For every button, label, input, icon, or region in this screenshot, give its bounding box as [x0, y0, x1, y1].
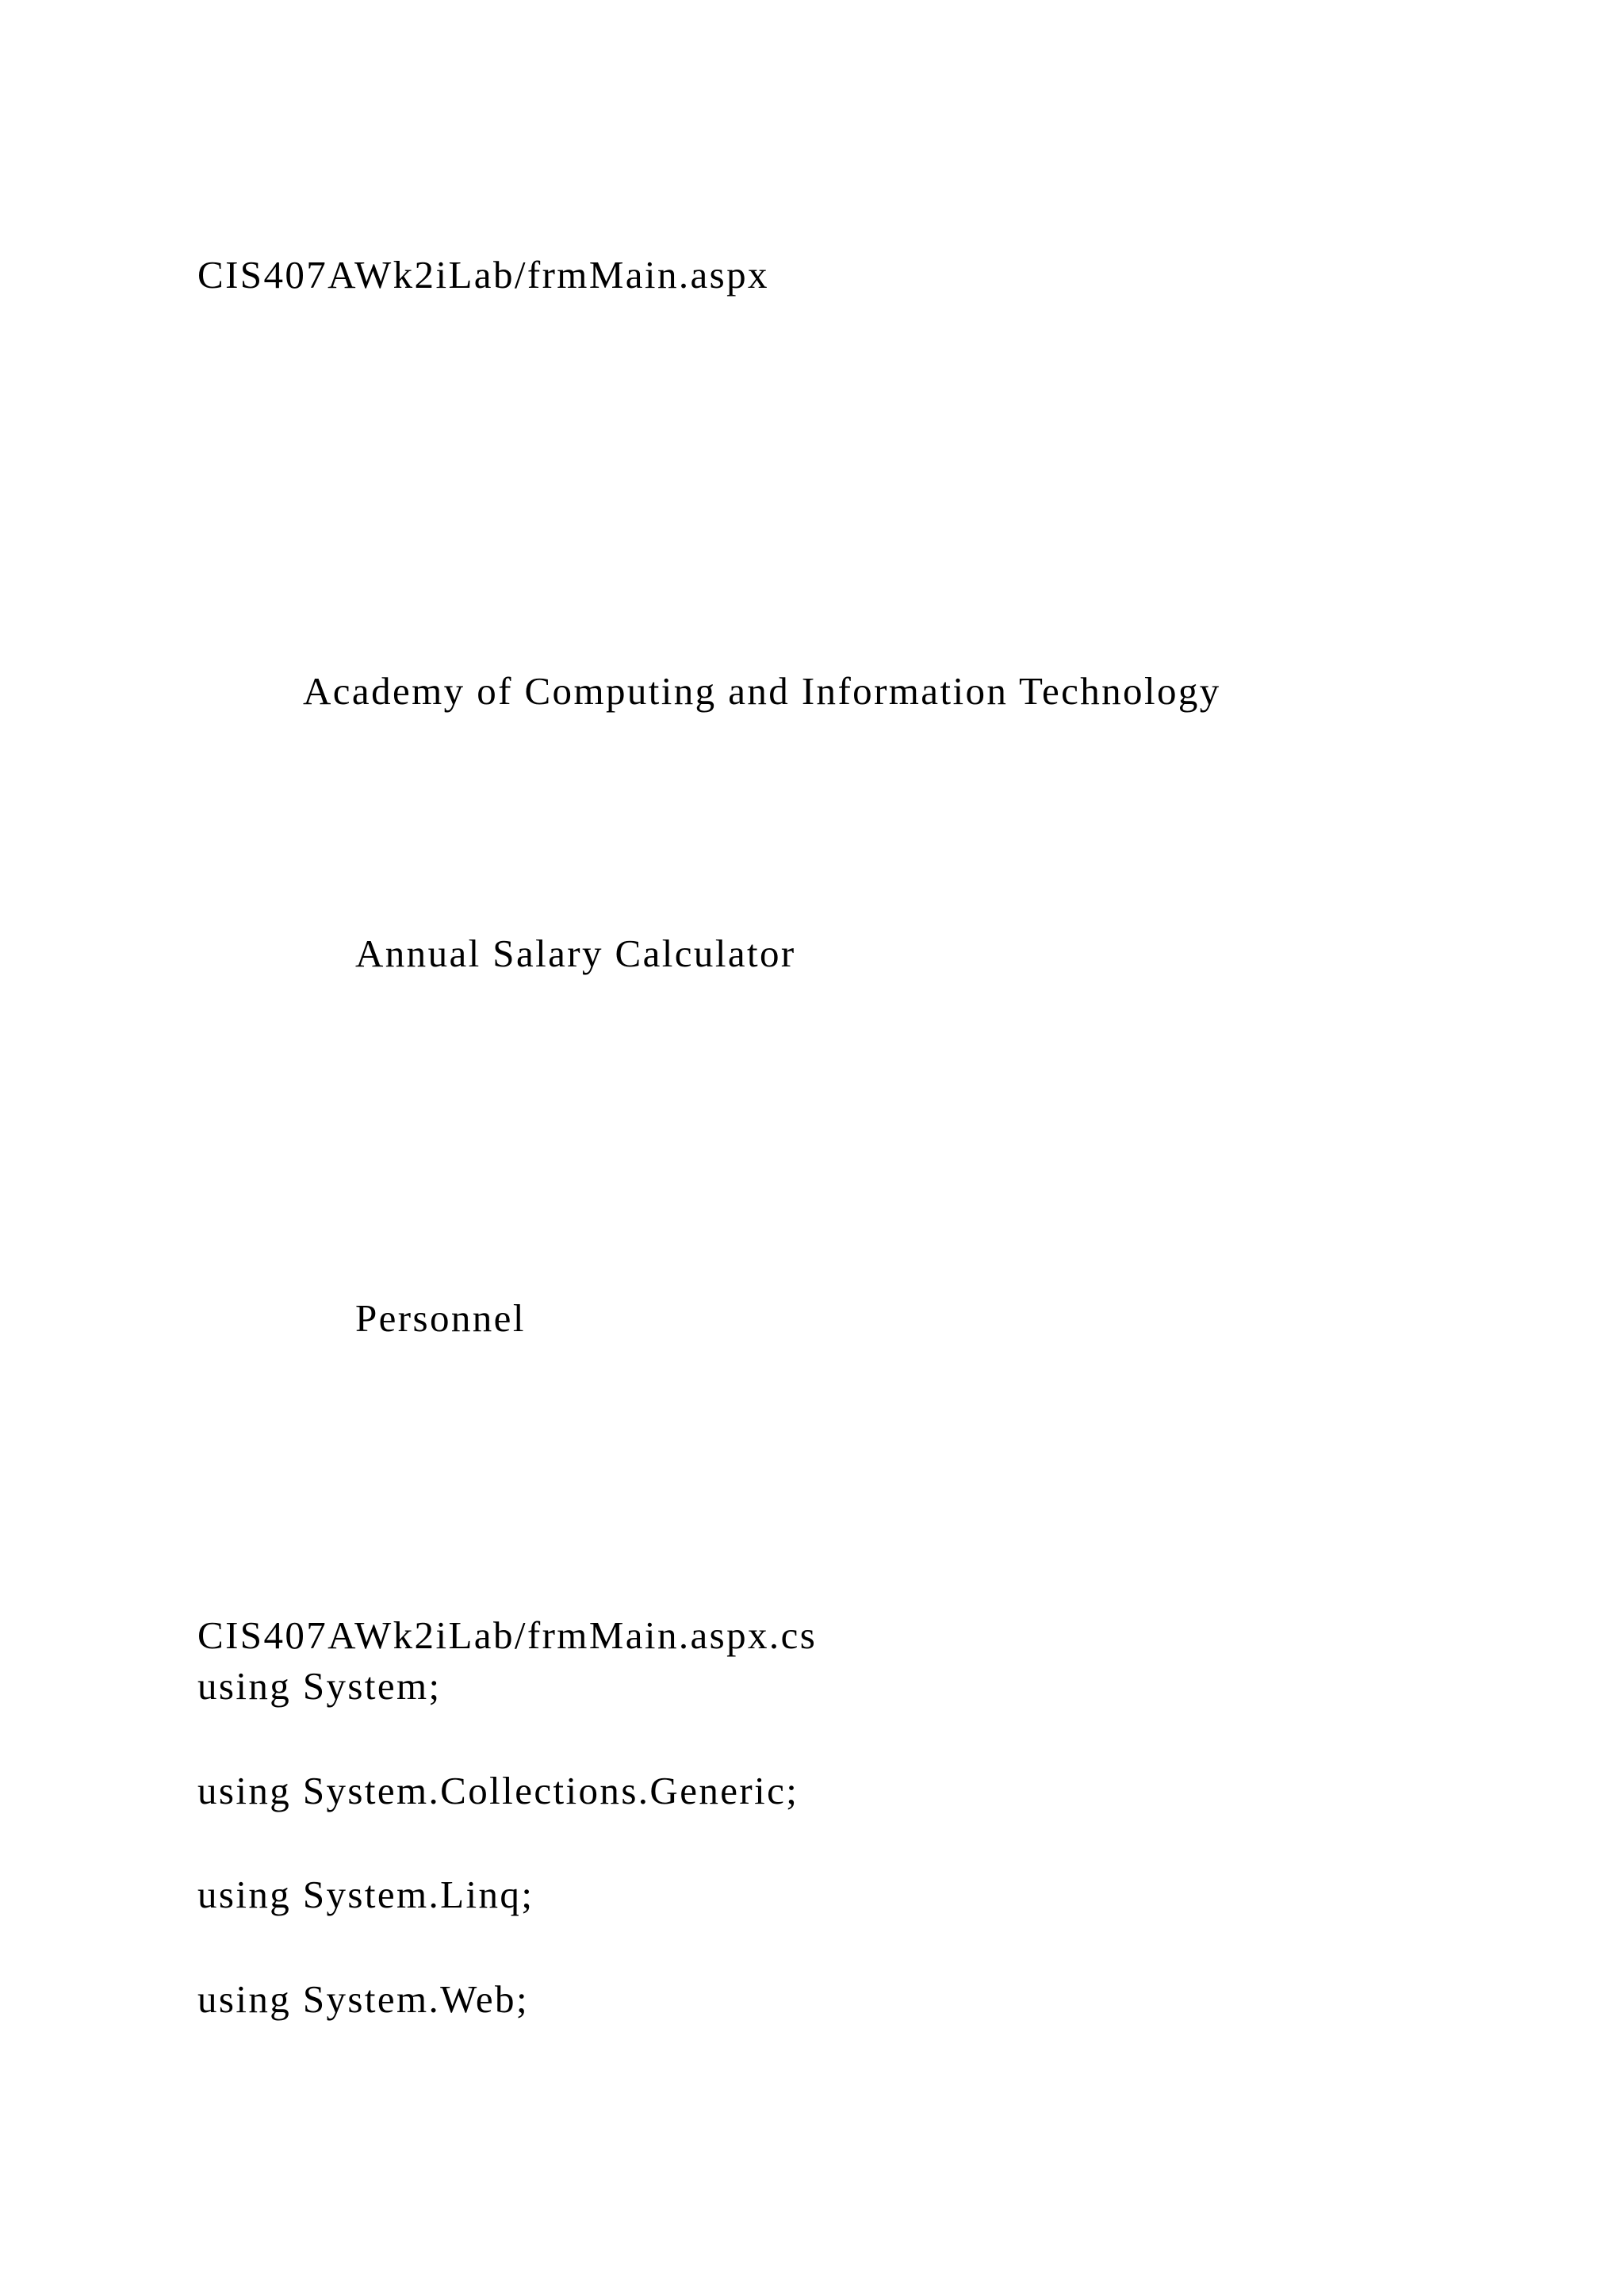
personnel-link: Personnel: [355, 1296, 526, 1340]
app-title: Annual Salary Calculator: [355, 932, 796, 975]
code-line: using System.Collections.Generic;: [197, 1769, 799, 1812]
code-line: using System.Linq;: [197, 1873, 534, 1916]
file-heading-cs: CIS407AWk2iLab/frmMain.aspx.cs: [197, 1613, 818, 1657]
code-line: using System;: [197, 1664, 442, 1708]
organization-heading: Academy of Computing and Information Technology: [303, 669, 1221, 713]
code-line: using System.Web;: [197, 1977, 529, 2021]
file-heading-aspx: CIS407AWk2iLab/frmMain.aspx: [197, 253, 769, 297]
